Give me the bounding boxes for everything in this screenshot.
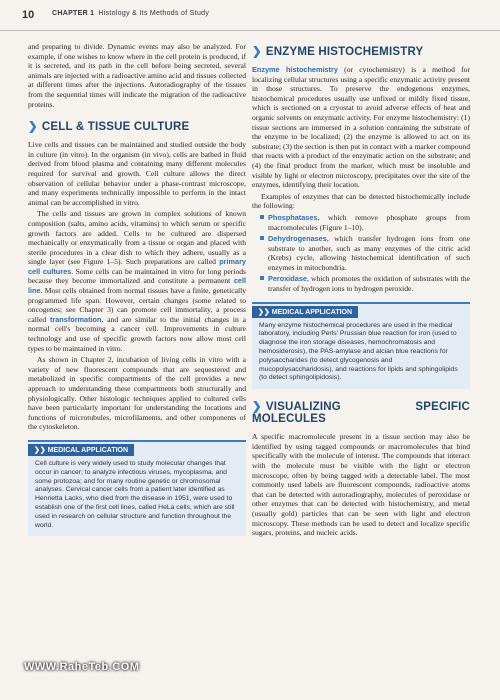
- chapter-title: Histology & Its Methods of Study: [98, 10, 210, 17]
- box-title: ❯❯ MEDICAL APPLICATION: [252, 306, 358, 318]
- key-term: cell line: [28, 276, 246, 296]
- medical-application-box: [252, 302, 470, 390]
- paragraph: A specific macromolecule present in a tissue section may also be identified by using tagged compounds or macromolecules that bind specifically with the molecule of interest. The compounds that interact with the molecule must be visible with the light or electron microscope, often by being tagged with a detectable label. The most commonly used labels are fluorescent compounds, radioactive atoms that can be detected with autoradiography, molecules of peroxidase or other enzymes that can be detected with histochemistry, and metal (usually gold) particles that can be seen with light and electron microscopy. These methods can be used to detect and localize specific sugars, proteins, and nucleic acids.: [252, 432, 470, 538]
- bullet-icon: [260, 276, 264, 280]
- list-item: [260, 213, 470, 232]
- text: (or cytochemistry) is a method for localizing cellular structures using a specific enzymatic activity present in those structures. To preserve the endogenous enzymes, histochemical procedures usually use unfixed or mildly fixed tissue, which is sectioned on a cryostat to avoid adverse effects of heat and organic solvents on enzymatic activity. For enzyme histochemistry: (1) tissue sections are immersed in a solution containing the substrate of the enzyme to be localized; (2) the enzyme is allowed to act on its substrate; (3) the section is then put in contact with a marker compound that reacts with a product of the enzymatic action on the substrate; and (4) the final product from the marker, which must be insoluble and visible by light or electron microscopy, precipitates over the site of the enzymes, identifying their location.: [252, 65, 470, 190]
- paragraph: and preparing to divide. Dynamic events may also be analyzed. For example, if one wishes to know where in the cell protein is produced, if it is secreted, and its path in the cell before being secreted, several animals are injected with a radioactive amino acid and tissues collected at different times after the injections. Autoradiography of the tissues from the sequential times will indicate the migration of the radioactive proteins.: [28, 42, 246, 109]
- text: The cells and tissues are grown in complex solutions of known composition (salts, amino acids, vitamins) to which serum or specific growth factors are added. Cells to be cultured are dispersed mechanically or enzymatically from a tissue or organ and placed with sterile procedures in a clear dish to which they adhere, usually as a single layer (see Figure 1–5). Such preparations are called: [28, 209, 246, 267]
- box-text: Many enzyme histochemical procedures are used in the medical laboratory, including Perls' Prussian blue reaction for iron (used to diagnose the iron storage diseases, hemochromatosis and hemosiderosis), the PAS-amylase and alcian blue reactions for polysaccharides (to detect glycogenosis and mucopolysaccharidosis), and reactions for lipids and sphingolipids (to detect sphingolipidosis).: [259, 321, 458, 382]
- heading-text: CELL & TISSUE CULTURE: [41, 121, 190, 134]
- paragraph: Live cells and tissues can be maintained and studied outside the body in culture (in vitro). In the organism (in vivo), cells are bathed in fluid derived from blood plasma and containing many different molecules required for survival and growth. Cell culture allows the direct observation of cellular behavior under a phase-contrast microscope, and many experiments technically impossible to perform in the intact animal can be accomplished in vitro.: [28, 140, 246, 207]
- section-heading-enzyme: [252, 44, 470, 58]
- chapter-label: [52, 10, 209, 17]
- chapter-number: CHAPTER 1: [52, 10, 95, 17]
- key-term: Phosphatases: [268, 212, 318, 222]
- right-column: [252, 42, 470, 540]
- box-title-text: MEDICAL APPLICATION: [47, 446, 129, 454]
- page-number: 10: [22, 9, 35, 21]
- heading-text: VISUALIZING SPECIFIC MOLECULES: [252, 401, 470, 426]
- text: , and are similar to the initial changes in a normal cell's becoming a cancer cell. Improvements in culture technology and use of specific growth factors now allow most cell types to be maintained in vitro.: [28, 314, 246, 353]
- key-term: Peroxidase: [268, 274, 307, 284]
- chevron-icon: ❯: [252, 46, 262, 58]
- watermark: WWW.RaheTeb.COM: [24, 661, 140, 673]
- paragraph: [252, 65, 470, 190]
- section-heading-culture: [28, 119, 246, 133]
- paragraph: Examples of enzymes that can be detected histochemically include the following:: [252, 191, 470, 211]
- medical-application-box: [28, 440, 246, 536]
- box-text: Cell culture is very widely used to study molecular changes that occur in cancer; to analyze infectious viruses, mycoplasma, and some protozoa; and for many routine genetic or chromosomal analyses. Cervical cancer cells from a patient later identified as Henrietta Lacks, who died from the disease in 1951, were used to establish one of the first cell lines, called HeLa cells, which are still used in research on cellular structure and function throughout the world.: [35, 459, 235, 529]
- key-term: transformation: [49, 314, 102, 324]
- left-column: [28, 42, 246, 540]
- box-title: ❯❯ MEDICAL APPLICATION: [28, 444, 134, 456]
- key-term: primary cell cultures: [28, 257, 246, 276]
- list-item: [260, 234, 470, 272]
- bullet-icon: [260, 215, 264, 219]
- box-title-text: MEDICAL APPLICATION: [271, 308, 353, 316]
- section-heading-visualizing: [252, 399, 470, 425]
- text: . Most cells obtained from normal tissues have a finite, genetically programmed life span. However, certain changes (some related to oncogenes; see Chapter 3) can promote cell immortality, a process called: [28, 286, 246, 324]
- running-header: [0, 0, 500, 31]
- chevron-icon: ❯: [28, 121, 38, 134]
- bullet-icon: [260, 236, 264, 240]
- key-term: Enzyme histochemistry: [252, 65, 338, 74]
- paragraph: [28, 209, 246, 353]
- heading-text: ENZYME HISTOCHEMISTRY: [265, 46, 424, 58]
- list-item: [260, 274, 470, 293]
- key-term: Dehydrogenases: [268, 234, 327, 244]
- text: , which promotes the oxidation of substrates with the transfer of hydrogen ions to hydrogen peroxide.: [268, 274, 470, 294]
- text: , which remove phosphate groups from macromolecules (Figure 1–10).: [268, 212, 470, 232]
- text: , which transfer hydrogen ions from one substrate to another, such as many enzymes of the citric acid (Krebs) cycle, allowing histochemical identification of such enzymes in mitochondria.: [268, 234, 470, 272]
- chevron-icon: ❯: [252, 401, 262, 414]
- paragraph: As shown in Chapter 2, incubation of living cells in vitro with a variety of new fluorescent compounds that are sequestered and metabolized in specific compartments of the cell provides a new approach to understanding these compartments both structurally and physiologically. Other histologic techniques applied to cultured cells have been particularly important for understanding the locations and functions of microtubules, microfilaments, and other components of the cytoskeleton.: [28, 355, 246, 432]
- text: . Some cells can be maintained in vitro for long periods because they become immortalized and constitute a permanent: [28, 266, 246, 286]
